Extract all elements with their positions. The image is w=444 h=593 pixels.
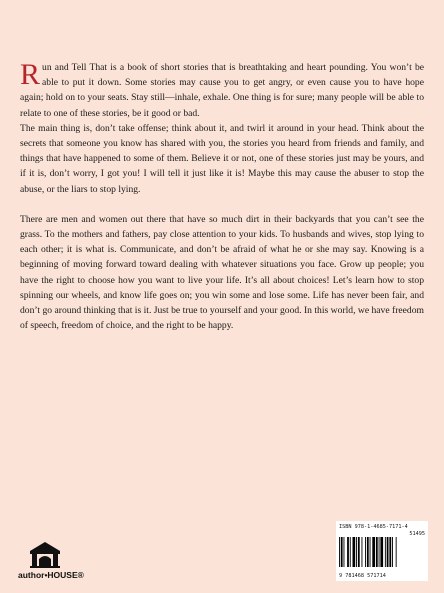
blurb-paragraph-1 bbox=[20, 60, 424, 121]
blurb-paragraph-2: The main thing is, don’t take offense; think about it, and twirl it around in your head. Think about the secrets that someone you know has shared with you, the stories you heard from friends and family, and things that have happened to some of them. Believe it or not, one of these stories just may be yours, and if it is, don’t worry, I got you! I will tell it just like it is! Maybe this may cause the abuser to stop the abuse, or the liars to stop lying. bbox=[20, 122, 424, 195]
blurb-text bbox=[20, 60, 424, 333]
isbn-label: ISBN 978-1-4685-7171-4 bbox=[339, 524, 408, 530]
ean-number: 9 781468 571714 bbox=[339, 573, 386, 579]
barcode-icon bbox=[339, 537, 425, 567]
blurb-paragraph-1-text: un and Tell That is a book of short stories that is breathtaking and heart pounding. You won’t be able to put it down. Some stories may cause you to get angry, or even cause you to have hope again; hold on to your seats. Stay still—inhale, exhale. One thing is for sure; many people will be able to relate to one of these stories, be it good or bad. bbox=[20, 62, 424, 119]
blurb-paragraph-3: There are men and women out there that have so much dirt in their backyards that you can’t see the grass. To the mothers and fathers, pay close attention to your kids. To husbands and wives, stop lying to each other; it is what is. Communicate, and don’t be afraid of what he or she may say. Knowing is a beginning of moving forward toward dealing with whatever situations you face. Grow up people; you have the right to choose how you want to live your life. It’s all about choices! Let’s learn how to stop spinning our wheels, and know life goes on; you win some and lose some. Life has never been fair, and don’t go around thinking that is it. Just be true to yourself and your good. In this world, we have freedom of speech, freedom of choice, and the right to be happy. bbox=[20, 213, 424, 332]
publisher-logo bbox=[18, 540, 108, 585]
isbn-barcode bbox=[336, 521, 428, 581]
authorhouse-building-logo-icon bbox=[28, 540, 62, 568]
publisher-name: author•HOUSE® bbox=[18, 570, 84, 580]
drop-cap: R bbox=[20, 58, 41, 91]
price-code: 51495 bbox=[409, 531, 425, 537]
